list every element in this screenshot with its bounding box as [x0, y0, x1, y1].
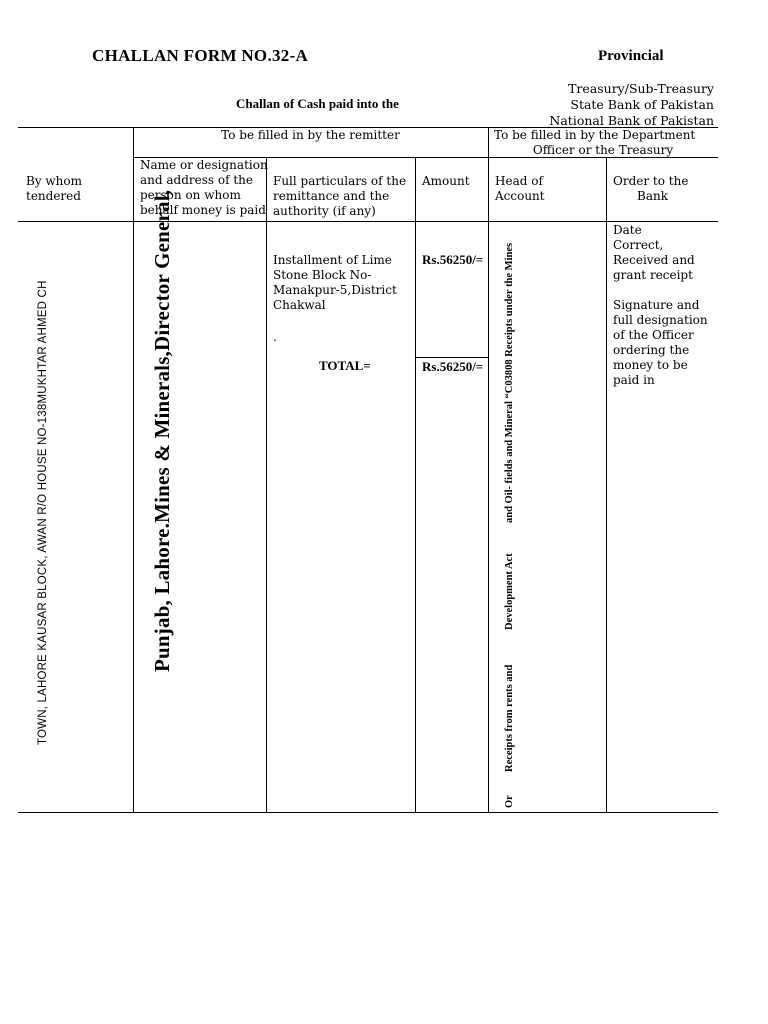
order-line-1: Order to the	[613, 174, 689, 188]
col-header-particulars	[273, 174, 406, 219]
total-label: TOTAL=	[319, 358, 371, 373]
head-of-account-part-2: Receipts from rents and	[504, 664, 515, 772]
order-full-designation: full designation	[613, 313, 708, 327]
name-line-1: Name or designation	[140, 158, 268, 172]
particulars-line-1: Full particulars of the	[273, 174, 407, 188]
particulars-value	[273, 253, 397, 313]
head-of-account-part-3: Development Act	[504, 553, 515, 630]
head-line-1: Head of	[495, 174, 543, 188]
name-line-3: person on whom	[140, 188, 241, 202]
provincial-label: Provincial	[598, 48, 664, 64]
col-header-head-of-account	[495, 174, 545, 204]
col-divider-3	[415, 157, 416, 812]
total-amount-value: Rs.56250/=	[422, 359, 484, 374]
form-title: CHALLAN FORM NO.32-A	[92, 46, 309, 65]
order-correct: Correct,	[613, 238, 664, 252]
tendered-by-value: TOWN, LAHORE KAUSAR BLOCK, AWAN R/O HOUSE NO-138MUKHTAR AHMED CH	[37, 280, 49, 745]
particulars-dot: .	[273, 330, 277, 344]
treasury-options	[549, 81, 714, 129]
table-bottom-border	[18, 812, 718, 813]
head-of-account-part-1: Or	[504, 795, 515, 808]
order-paid-in: paid in	[613, 373, 655, 387]
department-section-header	[488, 128, 718, 158]
col-divider-1	[133, 127, 134, 812]
header-bottom-border	[18, 221, 718, 222]
particulars-value-line-4: Chakwal	[273, 298, 326, 312]
particulars-value-line-1: Installment of Lime	[273, 253, 392, 267]
name-line-2: and address of the	[140, 173, 253, 187]
amount-value: Rs.56250/=	[422, 252, 484, 267]
state-bank-label: State Bank of Pakistan	[570, 97, 714, 112]
particulars-value-line-2: Stone Block No-	[273, 268, 372, 282]
col-divider-4	[488, 127, 489, 812]
department-line-2: Officer or the Treasury	[532, 143, 674, 157]
col-divider-2	[266, 157, 267, 812]
name-line-4: behalf money is paid	[140, 203, 266, 217]
head-line-2: Account	[495, 189, 545, 203]
order-ordering: ordering the	[613, 343, 690, 357]
order-received: Received and	[613, 253, 695, 267]
challan-cash-label: Challan of Cash paid into the	[236, 96, 399, 111]
national-bank-label: National Bank of Pakistan	[549, 113, 714, 128]
order-of-officer: of the Officer	[613, 328, 694, 342]
order-date: Date	[613, 223, 642, 237]
order-grant-receipt: grant receipt	[613, 268, 693, 282]
treasury-label: Treasury/Sub-Treasury	[568, 81, 714, 96]
col-header-amount: Amount	[422, 174, 470, 188]
particulars-value-line-3: Manakpur-5,District	[273, 283, 397, 297]
department-line-1: To be filled in by the Department	[494, 128, 696, 142]
remitter-section-header: To be filled in by the remitter	[221, 128, 400, 142]
col-header-order-to-bank	[613, 174, 688, 204]
by-whom-line-2: tendered	[26, 189, 81, 203]
person-on-behalf-value: Punjab, Lahore.Mines & Minerals,Director General,	[150, 189, 174, 672]
amount-total-divider	[415, 357, 488, 358]
order-spacer	[613, 283, 708, 298]
order-line-2: Bank	[637, 189, 668, 203]
order-signature: Signature and	[613, 298, 700, 312]
order-to-bank-value	[613, 223, 708, 388]
particulars-line-3: authority (if any)	[273, 204, 376, 218]
by-whom-line-1: By whom	[26, 174, 83, 188]
col-divider-5	[606, 157, 607, 812]
head-of-account-part-4: and Oil- fields and Mineral “C03808 Receipts under the Mines	[504, 242, 515, 523]
col-header-by-whom	[26, 174, 82, 204]
order-money: money to be	[613, 358, 688, 372]
particulars-line-2: remittance and the	[273, 189, 390, 203]
